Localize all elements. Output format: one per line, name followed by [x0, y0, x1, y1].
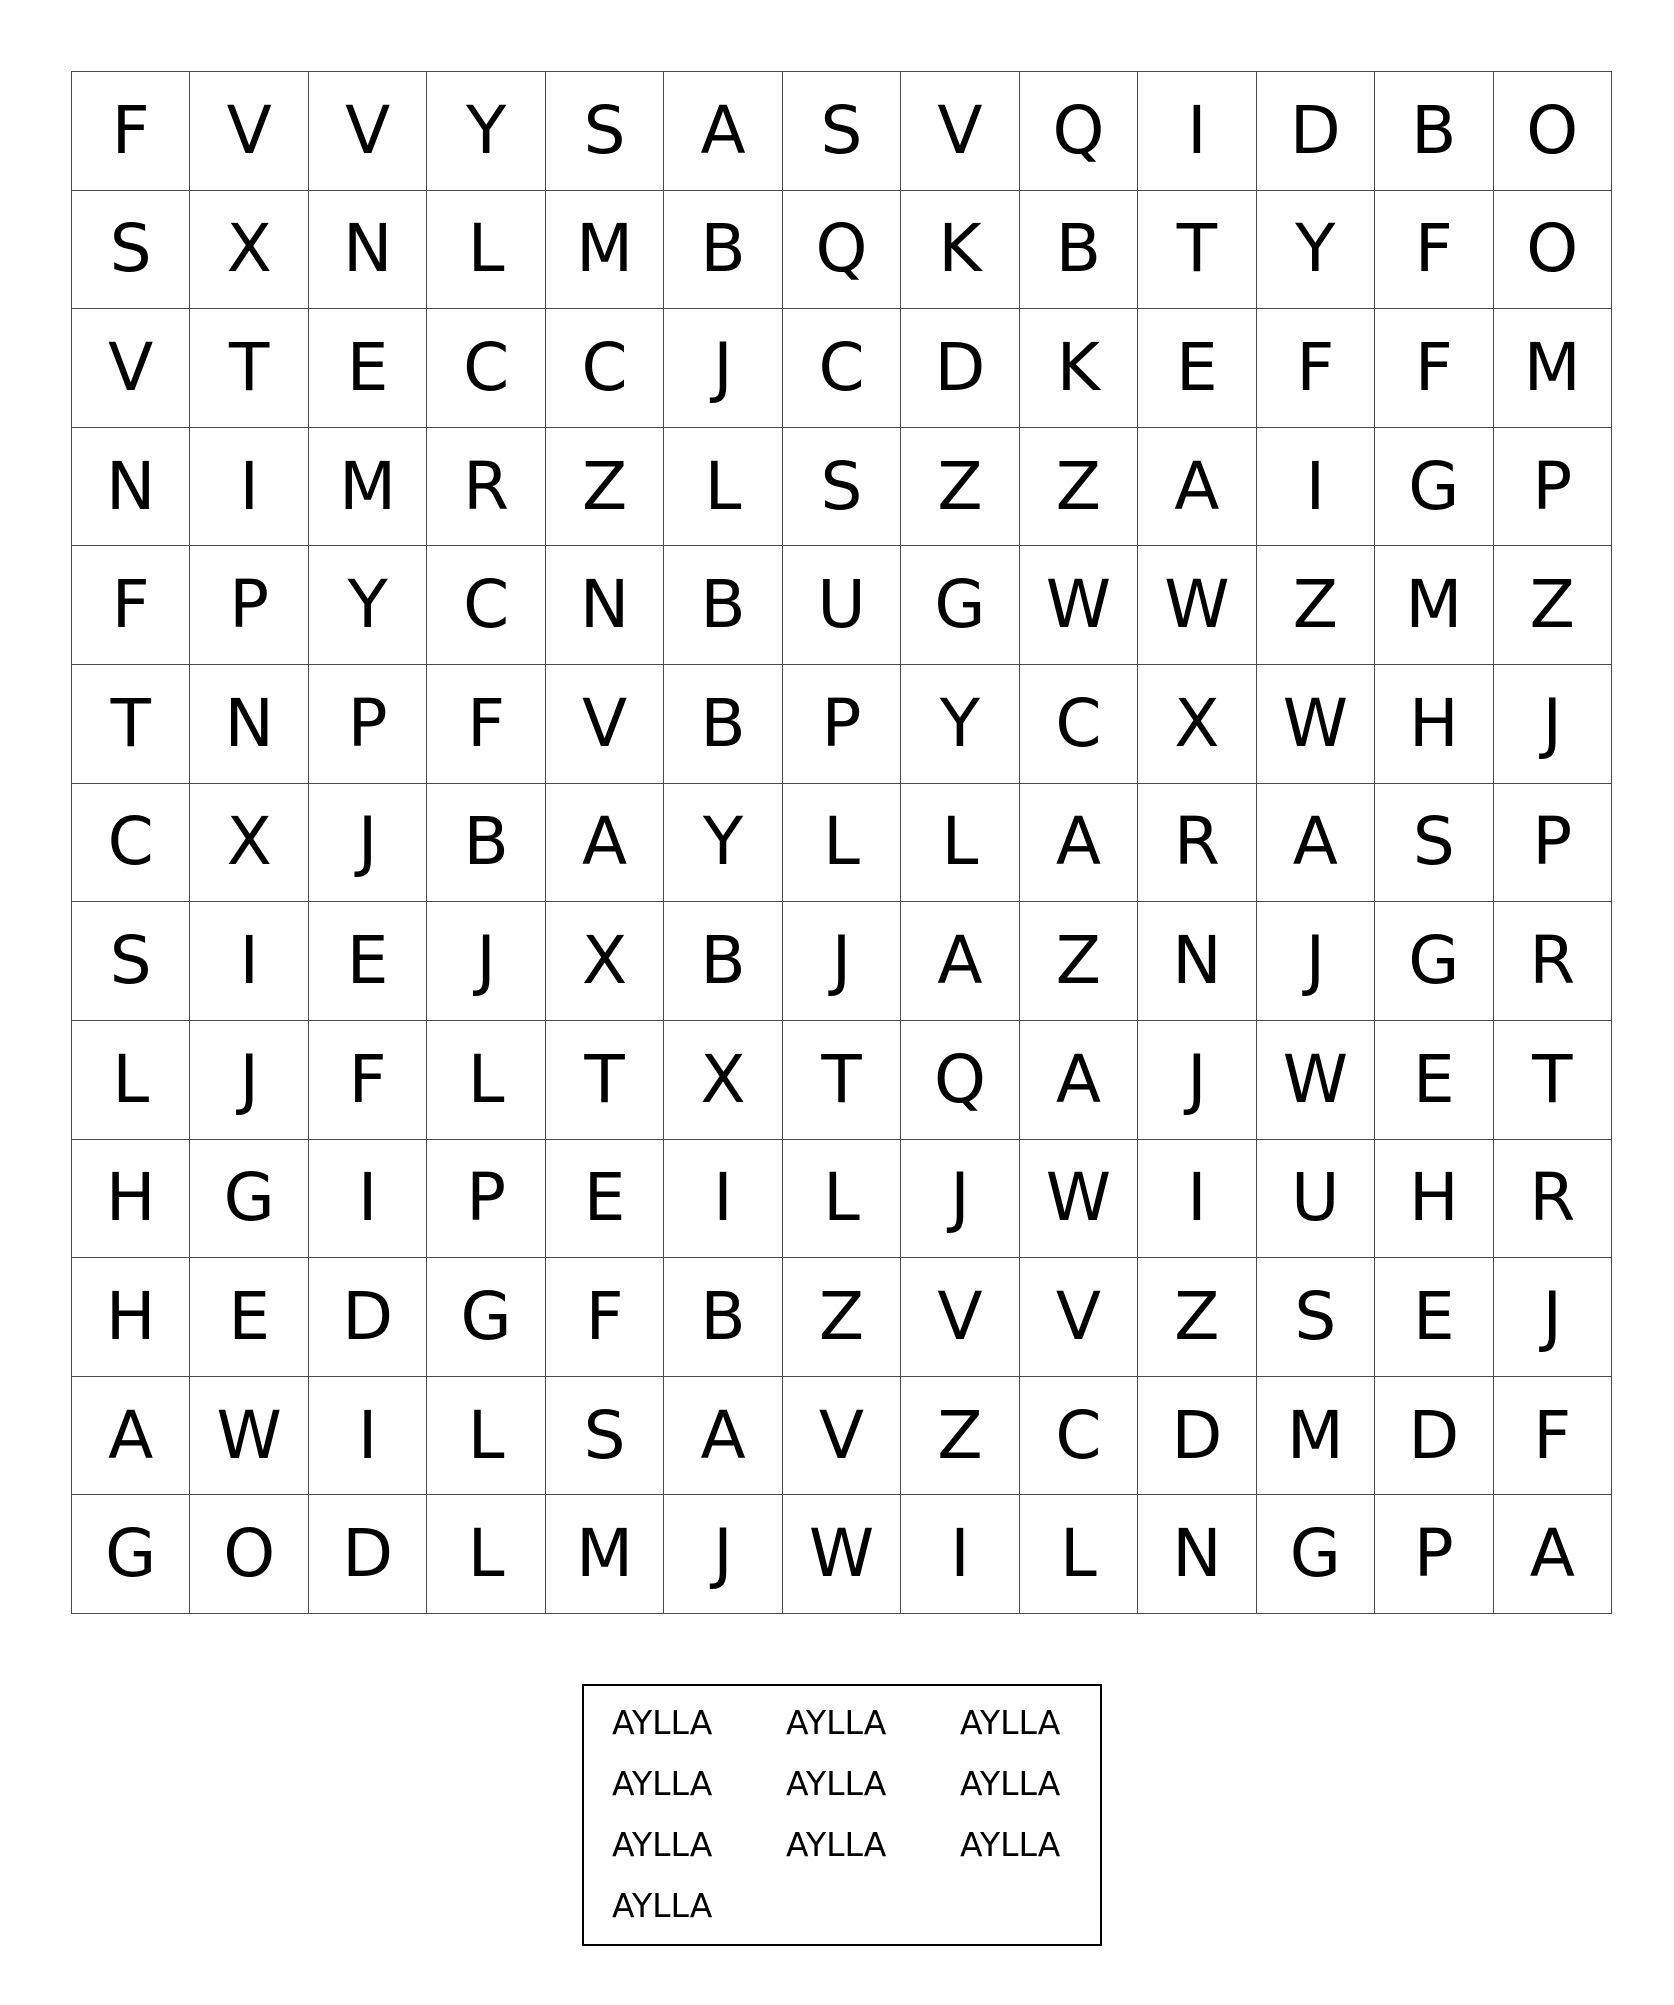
grid-cell[interactable]: A [664, 1377, 782, 1496]
grid-cell[interactable]: M [1494, 309, 1612, 428]
grid-cell[interactable]: B [664, 191, 782, 310]
grid-cell[interactable]: X [190, 784, 308, 903]
grid-cell[interactable]: A [1138, 428, 1256, 547]
word-bank-item: AYLLA [612, 1764, 713, 1803]
word-bank-item: AYLLA [960, 1825, 1061, 1864]
grid-cell[interactable]: V [72, 309, 190, 428]
grid-cell[interactable]: O [190, 1495, 308, 1614]
grid-cell[interactable]: C [427, 546, 545, 665]
word-bank-item: AYLLA [786, 1703, 887, 1742]
grid-cell[interactable]: W [1020, 546, 1138, 665]
grid-cell[interactable]: Q [783, 191, 901, 310]
grid-cell[interactable]: J [664, 1495, 782, 1614]
grid-cell[interactable]: D [1375, 1377, 1493, 1496]
grid-cell[interactable]: L [427, 1377, 545, 1496]
grid-cell[interactable]: G [1375, 902, 1493, 1021]
grid-cell[interactable]: S [783, 72, 901, 191]
grid-cell[interactable]: W [1138, 546, 1256, 665]
grid-cell[interactable]: J [783, 902, 901, 1021]
grid-cell[interactable]: G [1257, 1495, 1375, 1614]
grid-cell[interactable]: L [783, 784, 901, 903]
grid-cell[interactable]: A [901, 902, 1019, 1021]
grid-cell[interactable]: S [783, 428, 901, 547]
grid-cell[interactable]: P [1494, 784, 1612, 903]
grid-cell[interactable]: N [1138, 902, 1256, 1021]
grid-cell[interactable]: U [783, 546, 901, 665]
grid-cell[interactable]: K [901, 191, 1019, 310]
grid-cell[interactable]: V [546, 665, 664, 784]
grid-cell[interactable]: Z [1494, 546, 1612, 665]
grid-cell[interactable]: Q [901, 1021, 1019, 1140]
grid-cell[interactable]: J [309, 784, 427, 903]
grid-cell[interactable]: F [72, 72, 190, 191]
grid-cell[interactable]: Y [309, 546, 427, 665]
grid-cell[interactable]: S [72, 902, 190, 1021]
grid-cell[interactable]: L [1020, 1495, 1138, 1614]
grid-cell[interactable]: K [1020, 309, 1138, 428]
grid-cell[interactable]: N [190, 665, 308, 784]
grid-cell[interactable]: L [427, 1495, 545, 1614]
grid-cell[interactable]: Z [901, 428, 1019, 547]
grid-cell[interactable]: T [1138, 191, 1256, 310]
grid-cell[interactable]: H [72, 1258, 190, 1377]
grid-cell[interactable]: X [664, 1021, 782, 1140]
grid-cell[interactable]: Y [664, 784, 782, 903]
grid-cell[interactable]: J [1494, 665, 1612, 784]
grid-cell[interactable]: E [309, 309, 427, 428]
grid-cell[interactable]: F [1375, 191, 1493, 310]
grid-cell[interactable]: M [546, 1495, 664, 1614]
grid-cell[interactable]: F [309, 1021, 427, 1140]
grid-cell[interactable]: I [190, 902, 308, 1021]
grid-cell[interactable]: T [72, 665, 190, 784]
grid-cell[interactable]: L [72, 1021, 190, 1140]
grid-cell[interactable]: A [664, 72, 782, 191]
grid-cell[interactable]: J [190, 1021, 308, 1140]
grid-cell[interactable]: L [427, 191, 545, 310]
grid-cell[interactable]: F [72, 546, 190, 665]
grid-cell[interactable]: Z [901, 1377, 1019, 1496]
word-bank-item: AYLLA [786, 1764, 887, 1803]
word-bank-item: AYLLA [612, 1825, 713, 1864]
grid-cell[interactable]: L [783, 1140, 901, 1259]
grid-cell[interactable]: P [783, 665, 901, 784]
grid-cell[interactable]: V [309, 72, 427, 191]
grid-cell[interactable]: S [546, 1377, 664, 1496]
grid-cell[interactable]: M [309, 428, 427, 547]
grid-cell[interactable]: B [664, 902, 782, 1021]
grid-cell[interactable]: G [427, 1258, 545, 1377]
grid-cell[interactable]: E [1375, 1258, 1493, 1377]
word-bank-item: AYLLA [960, 1764, 1061, 1803]
grid-cell[interactable]: V [901, 1258, 1019, 1377]
grid-cell[interactable]: D [901, 309, 1019, 428]
grid-cell[interactable]: F [1494, 1377, 1612, 1496]
word-bank-item: AYLLA [786, 1825, 887, 1864]
grid-cell[interactable]: W [783, 1495, 901, 1614]
grid-cell[interactable]: V [1020, 1258, 1138, 1377]
grid-cell[interactable]: A [72, 1377, 190, 1496]
word-bank [582, 1684, 1102, 1946]
grid-cell[interactable]: E [309, 902, 427, 1021]
grid-cell[interactable]: G [72, 1495, 190, 1614]
grid-cell[interactable]: V [190, 72, 308, 191]
grid-cell[interactable]: X [546, 902, 664, 1021]
word-bank-item: AYLLA [612, 1886, 713, 1925]
grid-cell[interactable]: B [664, 1258, 782, 1377]
grid-cell[interactable]: J [1494, 1258, 1612, 1377]
grid-cell[interactable]: D [309, 1495, 427, 1614]
grid-cell[interactable]: Z [1020, 902, 1138, 1021]
grid-cell[interactable]: V [783, 1377, 901, 1496]
grid-cell[interactable]: C [427, 309, 545, 428]
grid-cell[interactable]: B [1375, 72, 1493, 191]
grid-cell[interactable]: L [901, 784, 1019, 903]
grid-cell[interactable]: I [309, 1377, 427, 1496]
grid-cell[interactable]: N [309, 191, 427, 310]
grid-cell[interactable]: X [190, 191, 308, 310]
grid-cell[interactable]: F [1257, 309, 1375, 428]
grid-cell[interactable]: X [1138, 665, 1256, 784]
grid-cell[interactable]: T [783, 1021, 901, 1140]
grid-cell[interactable]: S [72, 191, 190, 310]
word-search-grid [71, 71, 1612, 1614]
grid-cell[interactable]: Z [783, 1258, 901, 1377]
grid-cell[interactable]: F [1375, 309, 1493, 428]
word-bank-item: AYLLA [960, 1703, 1061, 1742]
grid-cell[interactable]: Z [546, 428, 664, 547]
grid-cell[interactable]: D [309, 1258, 427, 1377]
grid-cell[interactable]: S [546, 72, 664, 191]
grid-cell[interactable]: J [1138, 1021, 1256, 1140]
grid-cell[interactable]: M [1257, 1377, 1375, 1496]
grid-cell[interactable]: Z [1138, 1258, 1256, 1377]
grid-cell[interactable]: C [783, 309, 901, 428]
grid-cell[interactable]: A [1494, 1495, 1612, 1614]
grid-cell[interactable]: W [190, 1377, 308, 1496]
grid-cell[interactable]: G [1375, 428, 1493, 547]
grid-cell[interactable]: B [1020, 191, 1138, 310]
grid-cell[interactable]: A [546, 784, 664, 903]
grid-cell[interactable]: W [1257, 1021, 1375, 1140]
grid-cell[interactable]: W [1257, 665, 1375, 784]
grid-cell[interactable]: Y [427, 72, 545, 191]
grid-cell[interactable]: J [427, 902, 545, 1021]
grid-cell[interactable]: P [1494, 428, 1612, 547]
grid-cell[interactable]: R [1494, 902, 1612, 1021]
grid-cell[interactable]: C [1020, 1377, 1138, 1496]
grid-cell[interactable]: P [1375, 1495, 1493, 1614]
grid-cell[interactable]: H [72, 1140, 190, 1259]
grid-cell[interactable]: Z [1257, 546, 1375, 665]
grid-cell[interactable]: A [1020, 784, 1138, 903]
grid-cell[interactable]: L [664, 428, 782, 547]
grid-cell[interactable]: T [546, 1021, 664, 1140]
grid-cell[interactable]: A [1257, 784, 1375, 903]
grid-cell[interactable]: F [546, 1258, 664, 1377]
grid-cell[interactable]: J [1257, 902, 1375, 1021]
grid-cell[interactable]: Z [1020, 428, 1138, 547]
grid-cell[interactable]: C [546, 309, 664, 428]
grid-cell[interactable]: N [546, 546, 664, 665]
grid-cell[interactable]: P [190, 546, 308, 665]
grid-cell[interactable]: R [1138, 784, 1256, 903]
grid-cell[interactable]: F [427, 665, 545, 784]
grid-cell[interactable]: B [664, 546, 782, 665]
grid-cell[interactable]: J [901, 1140, 1019, 1259]
grid-cell[interactable]: I [664, 1140, 782, 1259]
grid-cell[interactable]: I [1138, 1140, 1256, 1259]
grid-cell[interactable]: B [664, 665, 782, 784]
grid-cell[interactable]: R [1494, 1140, 1612, 1259]
grid-cell[interactable]: I [1257, 428, 1375, 547]
grid-cell[interactable]: I [190, 428, 308, 547]
grid-cell[interactable]: C [72, 784, 190, 903]
grid-cell[interactable]: D [1138, 1377, 1256, 1496]
grid-cell[interactable]: S [1257, 1258, 1375, 1377]
grid-cell[interactable]: Q [1020, 72, 1138, 191]
grid-cell[interactable]: P [309, 665, 427, 784]
grid-cell[interactable]: N [72, 428, 190, 547]
grid-cell[interactable]: V [901, 72, 1019, 191]
grid-cell[interactable]: B [427, 784, 545, 903]
grid-cell[interactable]: Y [901, 665, 1019, 784]
grid-cell[interactable]: I [309, 1140, 427, 1259]
grid-cell[interactable]: H [1375, 665, 1493, 784]
grid-cell[interactable]: M [1375, 546, 1493, 665]
grid-cell[interactable]: Y [1257, 191, 1375, 310]
grid-cell[interactable]: G [901, 546, 1019, 665]
grid-cell[interactable]: M [546, 191, 664, 310]
grid-cell[interactable]: S [1375, 784, 1493, 903]
grid-cell[interactable]: O [1494, 191, 1612, 310]
grid-cell[interactable]: E [190, 1258, 308, 1377]
grid-cell[interactable]: I [901, 1495, 1019, 1614]
grid-cell[interactable]: A [1020, 1021, 1138, 1140]
grid-cell[interactable]: H [1375, 1140, 1493, 1259]
grid-cell[interactable]: J [664, 309, 782, 428]
grid-cell[interactable]: R [427, 428, 545, 547]
grid-cell[interactable]: D [1257, 72, 1375, 191]
grid-cell[interactable]: O [1494, 72, 1612, 191]
grid-cell[interactable]: W [1020, 1140, 1138, 1259]
grid-cell[interactable]: U [1257, 1140, 1375, 1259]
grid-cell[interactable]: E [546, 1140, 664, 1259]
grid-cell[interactable]: E [1138, 309, 1256, 428]
grid-cell[interactable]: C [1020, 665, 1138, 784]
grid-cell[interactable]: N [1138, 1495, 1256, 1614]
grid-cell[interactable]: P [427, 1140, 545, 1259]
grid-cell[interactable]: I [1138, 72, 1256, 191]
grid-cell[interactable]: G [190, 1140, 308, 1259]
grid-cell[interactable]: T [190, 309, 308, 428]
grid-cell[interactable]: E [1375, 1021, 1493, 1140]
grid-cell[interactable]: L [427, 1021, 545, 1140]
word-bank-item: AYLLA [612, 1703, 713, 1742]
grid-cell[interactable]: T [1494, 1021, 1612, 1140]
